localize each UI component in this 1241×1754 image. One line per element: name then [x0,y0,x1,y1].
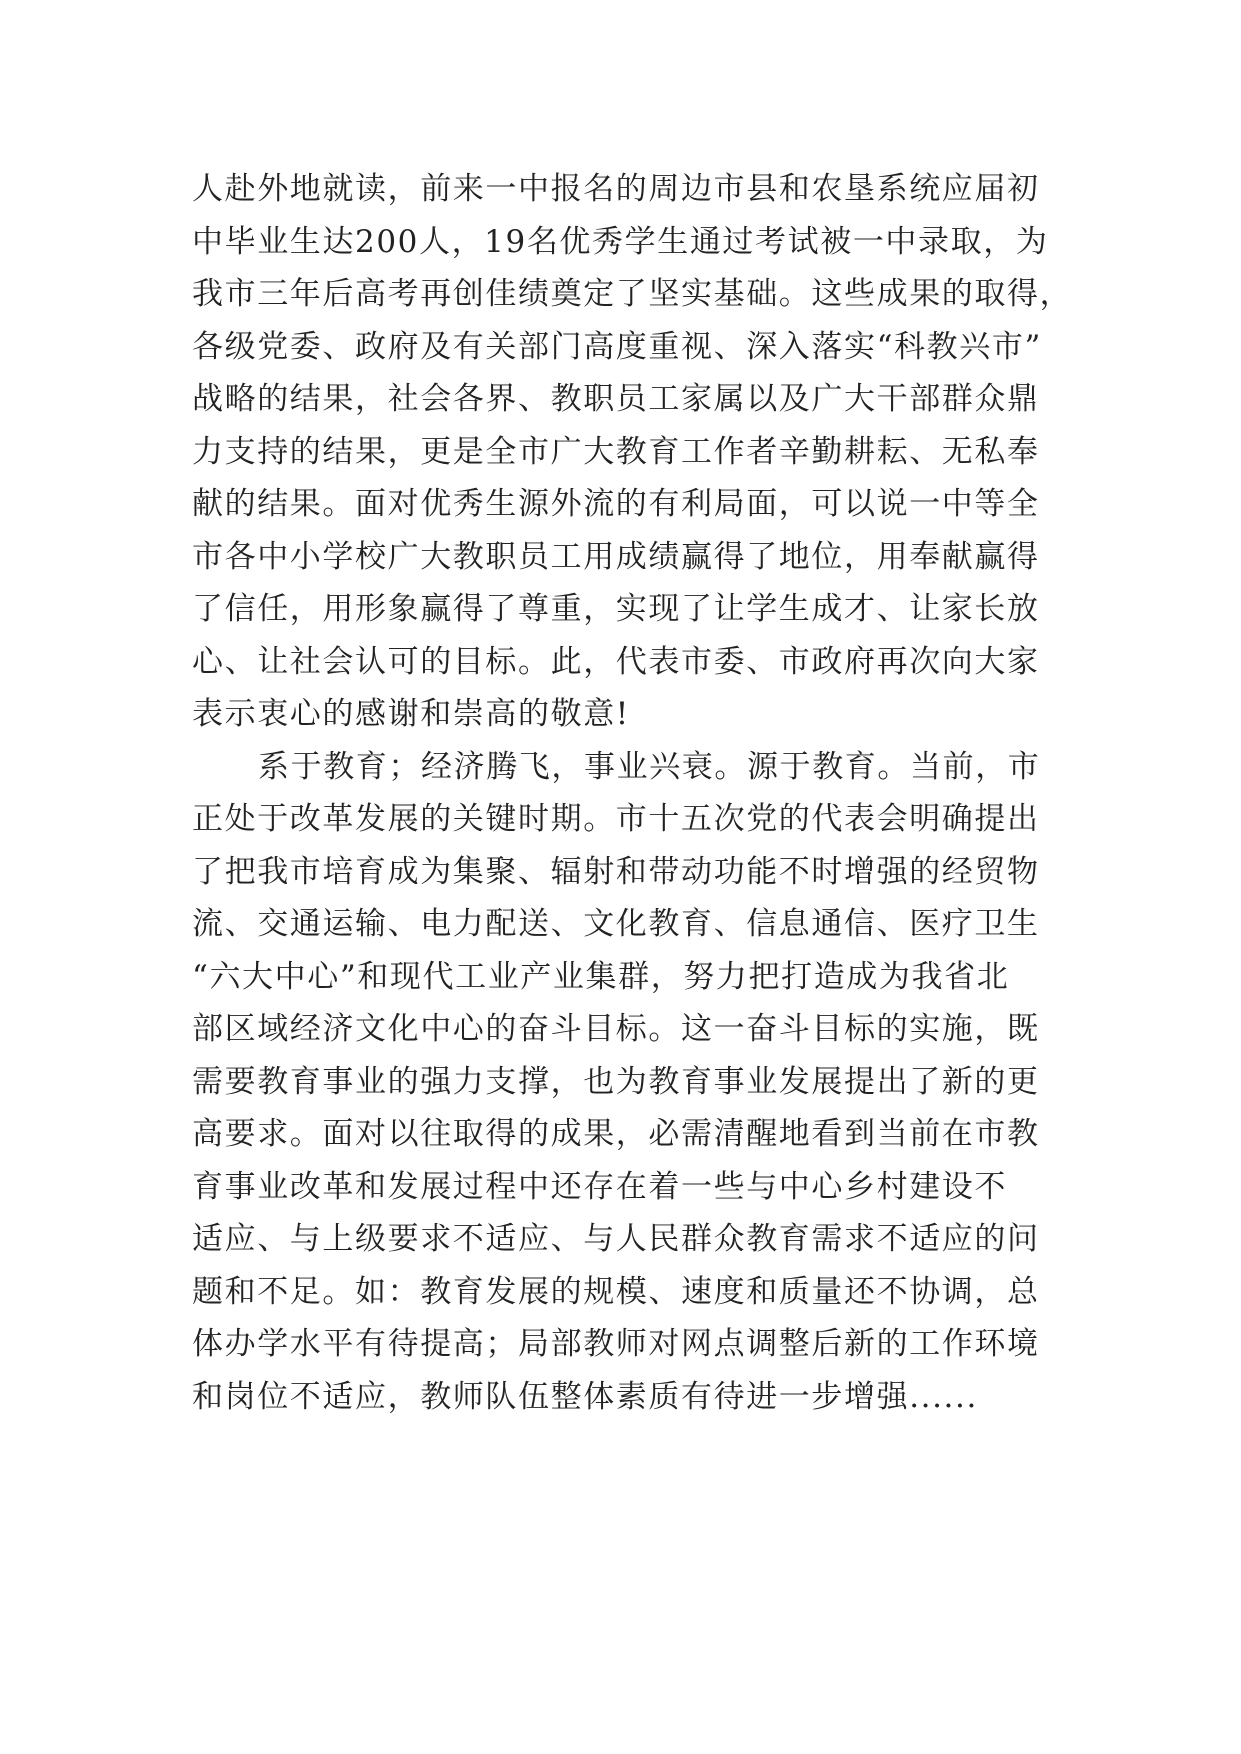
text-line: “六大中心”和现代工业产业集群，努力把打造成为我省北 [192,958,1010,995]
text-line: 正处于改革发展的关键时期。市十五次党的代表会明确提出 [192,801,1040,837]
text-line: 流、交通运输、电力配送、文化教育、信息通信、医疗卫生 [192,906,1040,942]
text-line: 了信任，用形象赢得了尊重，实现了让学生成才、让家长放 [192,591,1040,627]
paragraph-2 [192,741,1092,1424]
text-line: 献的结果。面对优秀生源外流的有利局面，可以说一中等全 [192,486,1040,522]
text-line: 了把我市培育成为集聚、辐射和带动功能不时增强的经贸物 [192,853,1040,890]
text-line: 题和不足。如：教育发展的规模、速度和质量还不协调，总 [192,1273,1040,1310]
text-line: 体办学水平有待提高；局部教师对网点调整后新的工作环境 [192,1326,1040,1362]
text-line: 中毕业生达200人，19名优秀学生通过考试被一中录取，为 [192,223,1049,260]
body-text [192,163,1092,1423]
text-line: 人赴外地就读，前来一中报名的周边市县和农垦系统应届初 [192,171,1040,207]
text-line: 育事业改革和发展过程中还存在着一些与中心乡村建设不 [192,1168,1007,1205]
text-line: 高要求。面对以往取得的成果，必需清醒地看到当前在市教 [192,1116,1040,1152]
text-line: 力支持的结果，更是全市广大教育工作者辛勤耕耘、无私奉 [192,433,1040,470]
text-line: 和岗位不适应，教师队伍整体素质有待进一步增强...... [192,1378,978,1415]
text-line: 需要教育事业的强力支撑，也为教育事业发展提出了新的更 [192,1063,1040,1100]
text-line: 我市三年后高考再创佳绩奠定了坚实基础。这些成果的取得， [192,276,1073,312]
text-line: 系于教育；经济腾飞，事业兴衰。源于教育。当前，市 [258,748,1041,785]
text-line: 表示衷心的感谢和崇高的敬意! [192,696,630,732]
text-line: 各级党委、政府及有关部门高度重视、深入落实“科教兴市” [192,328,1042,365]
text-line: 战略的结果，社会各界、教职员工家属以及广大干部群众鼎 [192,381,1040,417]
text-line: 适应、与上级要求不适应、与人民群众教育需求不适应的问 [192,1221,1040,1257]
text-line: 部区域经济文化中心的奋斗目标。这一奋斗目标的实施，既 [192,1011,1040,1047]
text-line: 市各中小学校广大教职员工用成绩赢得了地位，用奉献赢得 [192,538,1040,575]
text-line: 心、让社会认可的目标。此，代表市委、市政府再次向大家 [192,643,1040,680]
paragraph-1 [192,163,1092,741]
